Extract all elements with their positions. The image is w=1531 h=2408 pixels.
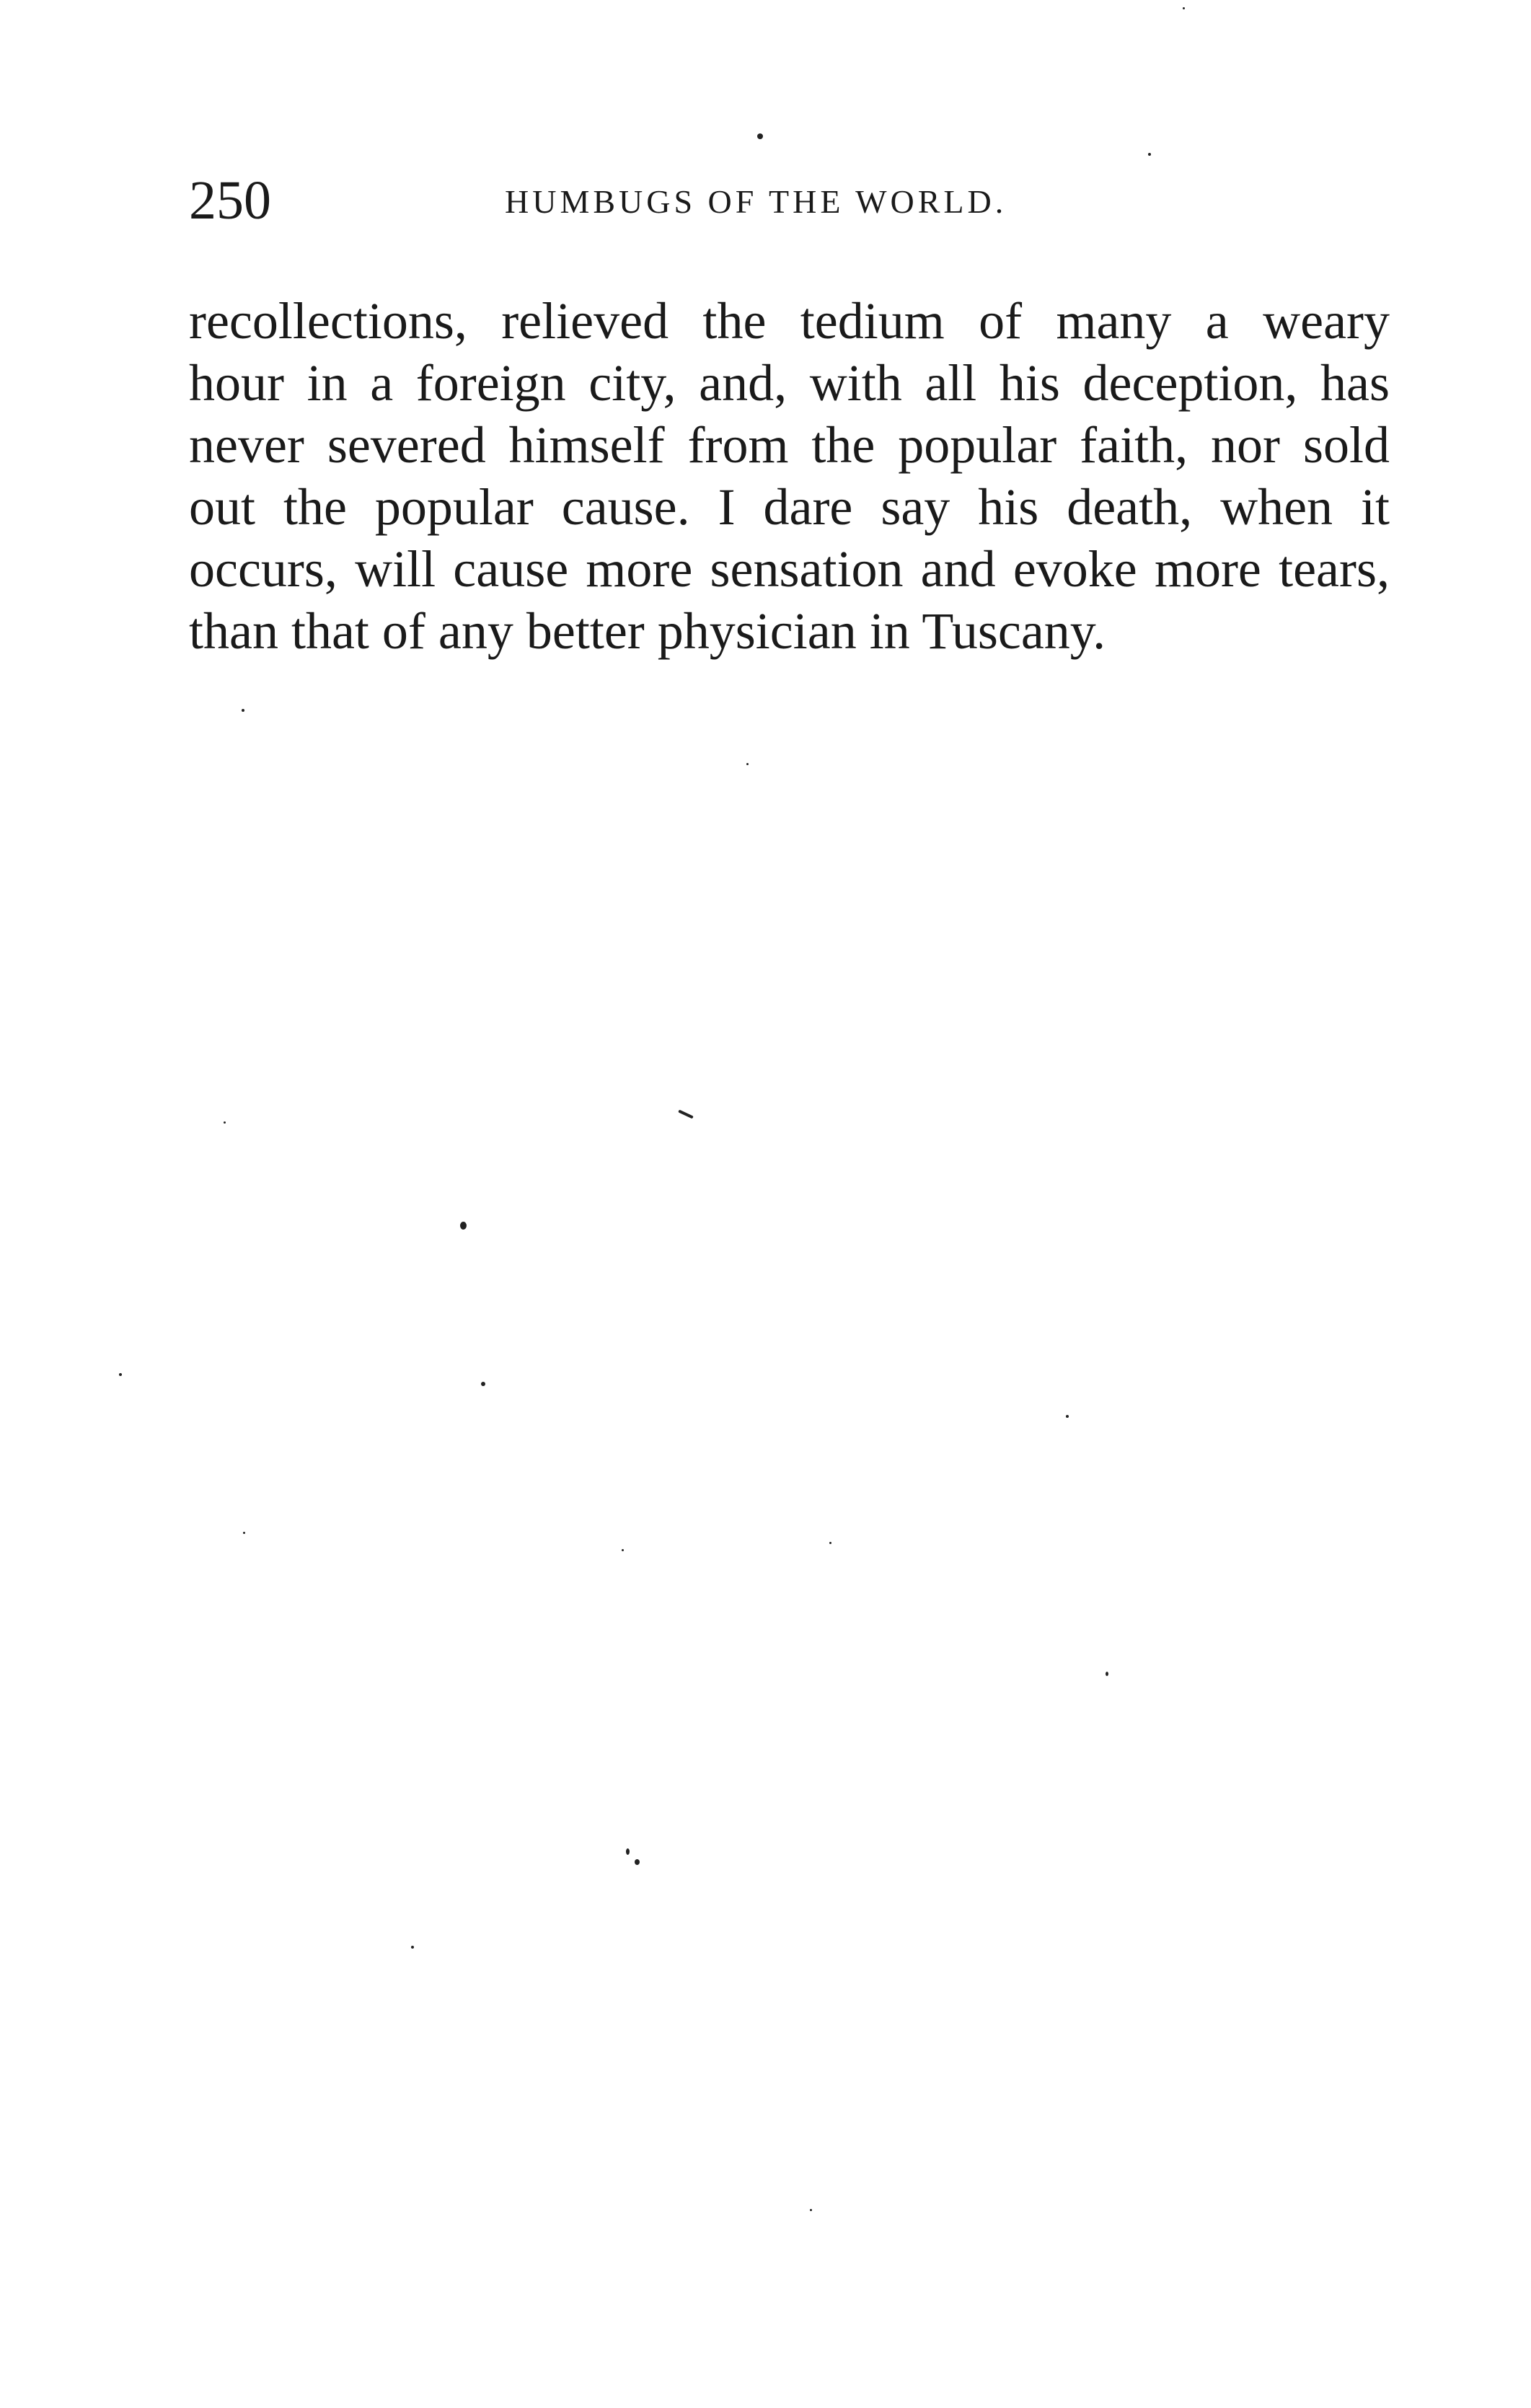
scan-speck — [1066, 1415, 1069, 1418]
text-line: hour in a foreign city, and, with all his deception, has — [189, 354, 1390, 412]
body-paragraph — [189, 290, 1390, 662]
scan-speck — [242, 709, 244, 712]
scan-speck — [622, 1549, 624, 1551]
scan-speck — [243, 1532, 245, 1534]
scan-speck — [810, 2209, 812, 2211]
scan-speck — [757, 133, 763, 139]
page-number: 250 — [189, 170, 271, 231]
scan-speck — [411, 1946, 414, 1949]
scan-speck — [1106, 1672, 1108, 1676]
text-line: never severed himself from the popular faith, nor sold — [189, 416, 1390, 474]
scan-speck — [1183, 7, 1185, 9]
scan-speck — [829, 1542, 831, 1544]
scan-speck — [460, 1222, 467, 1230]
scan-speck — [1148, 153, 1151, 156]
text-line: out the popular cause. I dare say his death, when it — [189, 478, 1390, 536]
text-line: occurs, will cause more sensation and evoke more tears, — [189, 540, 1390, 598]
running-title: HUMBUGS OF THE WORLD. — [505, 183, 1007, 220]
page-header — [189, 172, 1390, 229]
scan-speck — [678, 1110, 694, 1119]
scan-speck — [481, 1382, 485, 1386]
text-line: recollections, relieved the tedium of many a weary — [189, 292, 1390, 350]
scan-speck — [635, 1859, 640, 1865]
scan-speck — [119, 1373, 122, 1376]
scan-speck — [224, 1121, 226, 1124]
scan-speck — [626, 1848, 630, 1855]
scan-speck — [746, 763, 749, 765]
text-line: than that of any better physician in Tuscany. — [189, 602, 1106, 660]
